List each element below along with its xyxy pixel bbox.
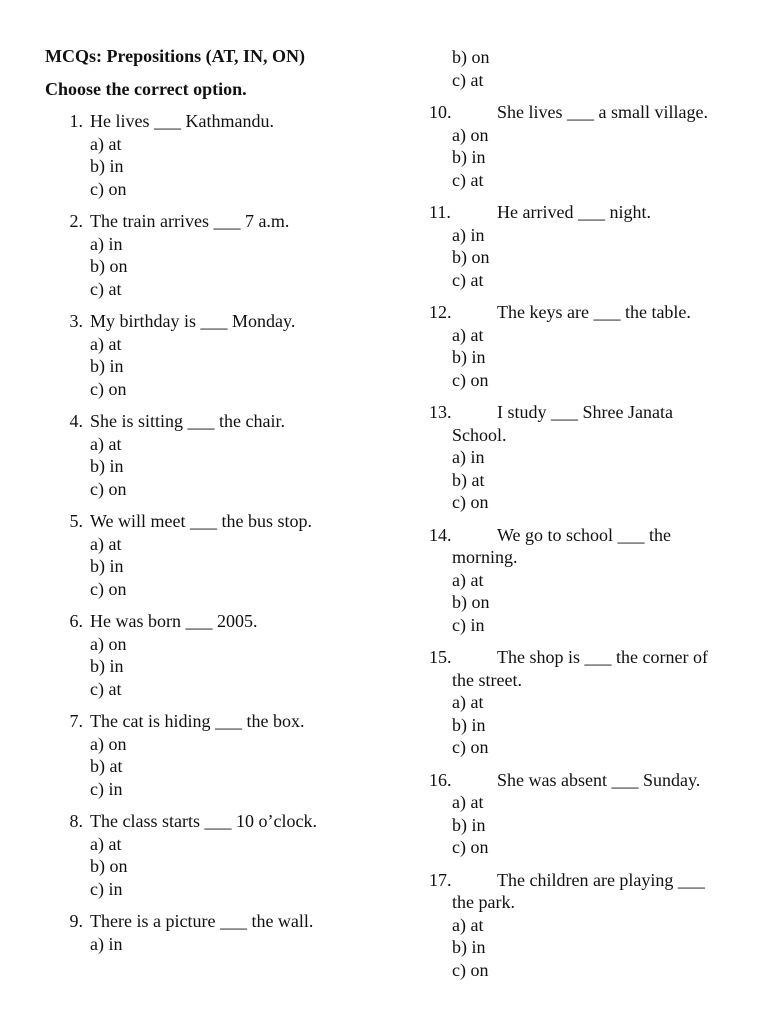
question-text: The shop is ___ the corner of the street. (452, 647, 708, 690)
option-a: a) on (90, 633, 127, 654)
question-text: I study ___ Shree Janata School. (452, 402, 673, 445)
option-b: b) on (452, 592, 490, 612)
question-7 (45, 710, 395, 800)
question-number: 15. (429, 647, 452, 667)
question-number: 14. (429, 524, 452, 545)
option-a: a) at (452, 324, 484, 345)
option-b: b) in (452, 814, 486, 835)
question-number: 1. (69, 111, 83, 131)
question-14 (429, 524, 729, 637)
question-12 (429, 301, 729, 391)
option-b: b) at (452, 469, 485, 490)
right-column (429, 46, 729, 991)
question-number: 3. (69, 311, 83, 331)
question-number: 17. (429, 869, 452, 890)
question-text: The train arrives ___ 7 a.m. (90, 211, 290, 231)
option-a: a) at (90, 433, 122, 454)
question-number: 13. (429, 402, 452, 422)
option-a: a) at (452, 914, 484, 935)
left-column (45, 45, 395, 965)
option-a: a) at (90, 833, 122, 854)
option-c: c) on (90, 378, 127, 399)
question-2 (45, 210, 395, 300)
question-17 (429, 869, 729, 982)
option-a: a) on (452, 124, 489, 145)
question-number: 4. (69, 411, 83, 431)
option-c: c) in (90, 878, 123, 899)
question-text: He arrived ___ night. (497, 202, 651, 222)
option-b: b) on (90, 256, 128, 276)
question-10 (429, 101, 729, 191)
question-16 (429, 769, 729, 859)
option-c: c) on (452, 492, 489, 512)
option-a: a) at (452, 569, 484, 590)
question-number: 8. (69, 811, 83, 831)
question-5 (45, 510, 395, 600)
option-a: a) on (90, 733, 127, 754)
question-13 (429, 401, 729, 514)
question-3 (45, 310, 395, 400)
option-b: b) in (90, 356, 124, 376)
option-c: c) at (452, 269, 484, 290)
option-b: b) in (452, 147, 486, 167)
question-text: The keys are ___ the table. (497, 302, 691, 322)
option-c: c) at (452, 69, 484, 90)
question-text: She was absent ___ Sunday. (497, 769, 701, 790)
question-15 (429, 646, 729, 759)
option-a: a) at (452, 792, 484, 812)
option-c: c) in (452, 614, 485, 635)
option-b: b) on (90, 856, 128, 876)
option-c: c) at (90, 678, 122, 699)
document-title: MCQs: Prepositions (AT, IN, ON) (45, 46, 305, 66)
option-a: a) at (90, 333, 122, 354)
question-text: The children are playing ___ the park. (452, 869, 705, 912)
option-c: c) in (90, 778, 123, 799)
option-c: c) on (90, 178, 127, 199)
question-text: He was born ___ 2005. (90, 611, 258, 631)
question-1 (45, 110, 395, 200)
option-a: a) at (90, 133, 122, 154)
question-number: 7. (69, 711, 83, 731)
question-text: We go to school ___ the morning. (452, 524, 672, 567)
question-9 (45, 910, 395, 955)
question-4 (45, 410, 395, 500)
question-number: 12. (429, 302, 452, 322)
option-c: c) at (90, 278, 122, 299)
question-number: 2. (69, 211, 83, 231)
instruction-text: Choose the correct option. (45, 78, 247, 99)
question-number: 9. (69, 911, 83, 931)
option-b: b) in (90, 456, 124, 476)
option-c: c) on (452, 837, 489, 857)
option-c: c) at (452, 169, 484, 190)
option-b: b) in (90, 656, 124, 676)
question-text: My birthday is ___ Monday. (90, 311, 296, 331)
option-b: b) in (90, 556, 124, 576)
question-number: 10. (429, 102, 452, 122)
option-b: b) on (452, 247, 490, 267)
option-b: b) in (452, 714, 486, 735)
option-c: c) on (90, 578, 127, 599)
question-number: 6. (69, 611, 83, 631)
question-text: She is sitting ___ the chair. (90, 411, 285, 431)
option-c: c) on (452, 737, 489, 757)
option-c: c) on (452, 369, 489, 390)
option-b: b) at (90, 756, 123, 776)
option-a: a) at (452, 692, 484, 712)
option-b: b) in (90, 156, 124, 176)
option-c: c) on (90, 478, 127, 499)
question-number: 16. (429, 769, 452, 790)
question-text: The cat is hiding ___ the box. (90, 711, 305, 731)
option-b: b) on (452, 47, 490, 67)
question-11 (429, 201, 729, 291)
option-a: a) in (452, 224, 485, 245)
option-b: b) in (452, 347, 486, 367)
question-text: She lives ___ a small village. (497, 102, 708, 122)
option-a: a) in (90, 233, 123, 254)
question-6 (45, 610, 395, 700)
option-a: a) at (90, 533, 122, 554)
question-9-continued (429, 46, 729, 91)
option-b: b) in (452, 937, 486, 957)
question-number: 5. (69, 511, 83, 531)
option-a: a) in (452, 447, 485, 467)
question-text: The class starts ___ 10 o’clock. (90, 811, 317, 831)
question-8 (45, 810, 395, 900)
option-a: a) in (90, 933, 123, 954)
question-number: 11. (429, 202, 451, 222)
question-text: There is a picture ___ the wall. (90, 911, 314, 931)
question-text: We will meet ___ the bus stop. (90, 511, 313, 531)
question-text: He lives ___ Kathmandu. (90, 111, 274, 131)
option-c: c) on (452, 959, 489, 980)
